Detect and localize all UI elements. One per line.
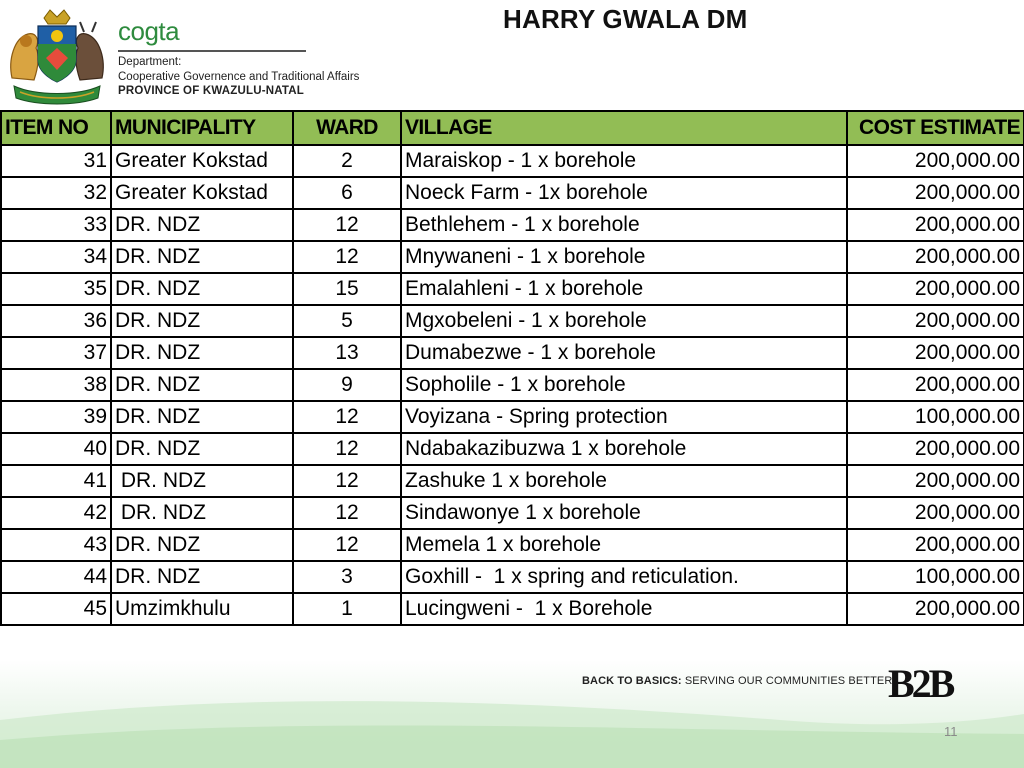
page-title: HARRY GWALA DM [503, 4, 748, 34]
cell-ward: 9 [293, 369, 401, 401]
cell-item-no: 45 [1, 593, 111, 625]
cell-village: Mgxobeleni - 1 x borehole [401, 305, 847, 337]
cell-village: Voyizana - Spring protection [401, 401, 847, 433]
cell-cost-estimate: 200,000.00 [847, 369, 1024, 401]
cell-item-no: 39 [1, 401, 111, 433]
cell-municipality: DR. NDZ [111, 369, 293, 401]
cell-village: Maraiskop - 1 x borehole [401, 145, 847, 177]
logo-divider [118, 50, 306, 52]
cell-cost-estimate: 100,000.00 [847, 561, 1024, 593]
cell-ward: 6 [293, 177, 401, 209]
table-row [1, 177, 1024, 209]
cell-ward: 15 [293, 273, 401, 305]
cell-cost-estimate: 200,000.00 [847, 273, 1024, 305]
cell-village: Sindawonye 1 x borehole [401, 497, 847, 529]
cell-municipality: Umzimkhulu [111, 593, 293, 625]
table-row [1, 337, 1024, 369]
cell-municipality: Greater Kokstad [111, 177, 293, 209]
cell-ward: 2 [293, 145, 401, 177]
cell-municipality: DR. NDZ [111, 497, 293, 529]
cell-municipality: DR. NDZ [111, 529, 293, 561]
cell-village: Memela 1 x borehole [401, 529, 847, 561]
cell-municipality: DR. NDZ [111, 241, 293, 273]
cell-village: Dumabezwe - 1 x borehole [401, 337, 847, 369]
slogan-rest: SERVING OUR COMMUNITIES BETTER [681, 675, 893, 687]
cell-cost-estimate: 200,000.00 [847, 209, 1024, 241]
cell-ward: 12 [293, 241, 401, 273]
table-row [1, 273, 1024, 305]
cell-item-no: 42 [1, 497, 111, 529]
cell-ward: 1 [293, 593, 401, 625]
cell-municipality: DR. NDZ [111, 305, 293, 337]
cell-village: Sopholile - 1 x borehole [401, 369, 847, 401]
cell-municipality: DR. NDZ [111, 465, 293, 497]
cell-cost-estimate: 200,000.00 [847, 305, 1024, 337]
department-label: Department: [118, 56, 182, 68]
table-row [1, 241, 1024, 273]
cell-village: Ndabakazibuzwa 1 x borehole [401, 433, 847, 465]
cell-item-no: 44 [1, 561, 111, 593]
cell-ward: 12 [293, 433, 401, 465]
cell-village: Mnywaneni - 1 x borehole [401, 241, 847, 273]
cell-item-no: 36 [1, 305, 111, 337]
cell-cost-estimate: 200,000.00 [847, 177, 1024, 209]
column-header-village: VILLAGE [401, 111, 847, 145]
table-row [1, 369, 1024, 401]
department-name: Cooperative Governence and Traditional Affairs [118, 71, 360, 83]
coat-of-arms-icon [6, 8, 108, 106]
cell-village: Noeck Farm - 1x borehole [401, 177, 847, 209]
table-row [1, 433, 1024, 465]
cell-ward: 3 [293, 561, 401, 593]
cell-item-no: 35 [1, 273, 111, 305]
projects-table [0, 110, 1024, 626]
cell-village: Bethlehem - 1 x borehole [401, 209, 847, 241]
cell-ward: 5 [293, 305, 401, 337]
cell-item-no: 32 [1, 177, 111, 209]
table-row [1, 593, 1024, 625]
cell-village: Goxhill - 1 x spring and reticulation. [401, 561, 847, 593]
cell-item-no: 41 [1, 465, 111, 497]
cell-village: Lucingweni - 1 x Borehole [401, 593, 847, 625]
cell-item-no: 33 [1, 209, 111, 241]
cell-item-no: 34 [1, 241, 111, 273]
table-row [1, 497, 1024, 529]
cell-cost-estimate: 200,000.00 [847, 145, 1024, 177]
cell-cost-estimate: 200,000.00 [847, 433, 1024, 465]
cell-ward: 12 [293, 209, 401, 241]
cell-item-no: 38 [1, 369, 111, 401]
table-header-row [1, 111, 1024, 145]
b2b-logo: B2B [888, 661, 953, 706]
column-header-item-no: ITEM NO [1, 111, 111, 145]
column-header-cost-estimate: COST ESTIMATE [847, 111, 1024, 145]
cell-municipality: Greater Kokstad [111, 145, 293, 177]
table-row [1, 145, 1024, 177]
projects-table-container [0, 110, 1024, 626]
slogan-bold: BACK TO BASICS: [582, 675, 682, 687]
province-name: PROVINCE OF KWAZULU-NATAL [118, 85, 305, 97]
back-to-basics-slogan [582, 675, 892, 687]
table-body [1, 145, 1024, 625]
cell-item-no: 37 [1, 337, 111, 369]
cell-municipality: DR. NDZ [111, 433, 293, 465]
table-row [1, 529, 1024, 561]
cell-village: Zashuke 1 x borehole [401, 465, 847, 497]
table-row [1, 465, 1024, 497]
table-row [1, 209, 1024, 241]
page-number: 11 [944, 724, 958, 739]
table-row [1, 401, 1024, 433]
cell-cost-estimate: 200,000.00 [847, 241, 1024, 273]
footer-swoosh [0, 690, 1024, 768]
cell-cost-estimate: 200,000.00 [847, 497, 1024, 529]
cell-item-no: 31 [1, 145, 111, 177]
cell-ward: 12 [293, 497, 401, 529]
cell-municipality: DR. NDZ [111, 273, 293, 305]
cell-cost-estimate: 200,000.00 [847, 337, 1024, 369]
column-header-ward: WARD [293, 111, 401, 145]
cell-cost-estimate: 200,000.00 [847, 529, 1024, 561]
cell-item-no: 43 [1, 529, 111, 561]
cell-cost-estimate: 100,000.00 [847, 401, 1024, 433]
cell-municipality: DR. NDZ [111, 401, 293, 433]
cell-ward: 12 [293, 529, 401, 561]
cell-ward: 12 [293, 465, 401, 497]
table-row [1, 561, 1024, 593]
cell-cost-estimate: 200,000.00 [847, 593, 1024, 625]
cell-municipality: DR. NDZ [111, 209, 293, 241]
column-header-municipality: MUNICIPALITY [111, 111, 293, 145]
cell-item-no: 40 [1, 433, 111, 465]
cogta-logo: cogta [118, 16, 180, 46]
cell-municipality: DR. NDZ [111, 561, 293, 593]
cell-village: Emalahleni - 1 x borehole [401, 273, 847, 305]
cell-cost-estimate: 200,000.00 [847, 465, 1024, 497]
table-row [1, 305, 1024, 337]
cell-municipality: DR. NDZ [111, 337, 293, 369]
cell-ward: 13 [293, 337, 401, 369]
cell-ward: 12 [293, 401, 401, 433]
